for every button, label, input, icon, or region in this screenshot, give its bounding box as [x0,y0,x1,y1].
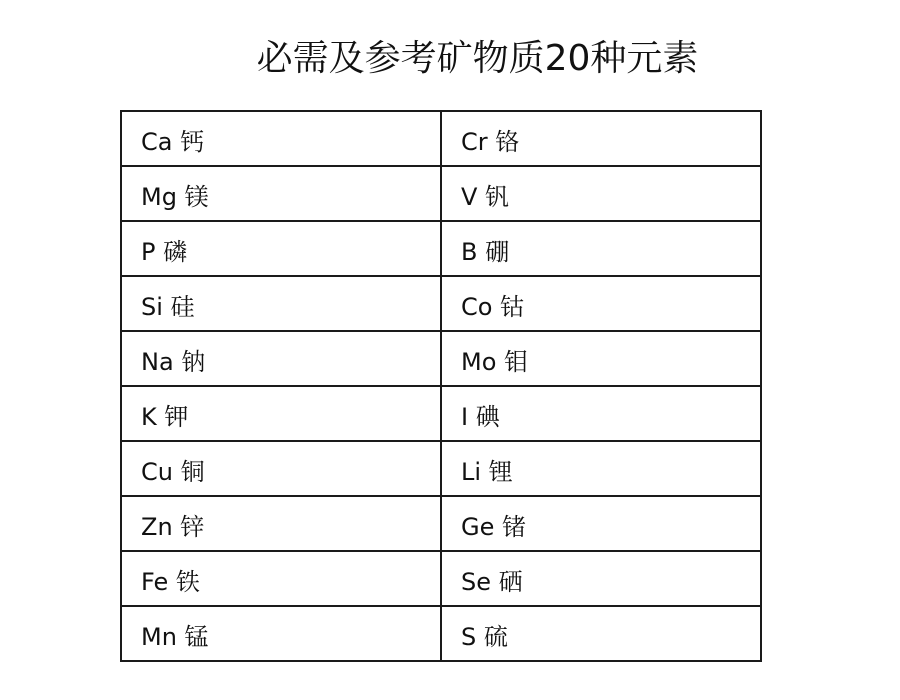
table-cell: B 硼 [441,221,761,276]
mineral-elements-table [120,110,762,662]
table-cell: V 钒 [441,166,761,221]
table-cell: S 硫 [441,606,761,661]
table-row [121,276,761,331]
table-cell: Cr 铬 [441,111,761,166]
table-row [121,386,761,441]
table-row [121,496,761,551]
table-cell: Ge 锗 [441,496,761,551]
table-cell: P 磷 [121,221,441,276]
table-cell: Mg 镁 [121,166,441,221]
table-cell: Ca 钙 [121,111,441,166]
table-cell: K 钾 [121,386,441,441]
table-cell: Cu 铜 [121,441,441,496]
table-cell: Fe 铁 [121,551,441,606]
table-cell: Co 钴 [441,276,761,331]
table-cell: Li 锂 [441,441,761,496]
table-row [121,331,761,386]
table-row [121,111,761,166]
table-row [121,606,761,661]
table-cell: Si 硅 [121,276,441,331]
table-row [121,166,761,221]
table-cell: Mn 锰 [121,606,441,661]
table-row [121,551,761,606]
page-title: 必需及参考矿物质20种元素 [256,38,699,79]
table-cell: Na 钠 [121,331,441,386]
table-cell: I 碘 [441,386,761,441]
table-row [121,441,761,496]
table-cell: Zn 锌 [121,496,441,551]
table-cell: Mo 钼 [441,331,761,386]
table-row [121,221,761,276]
table-cell: Se 硒 [441,551,761,606]
